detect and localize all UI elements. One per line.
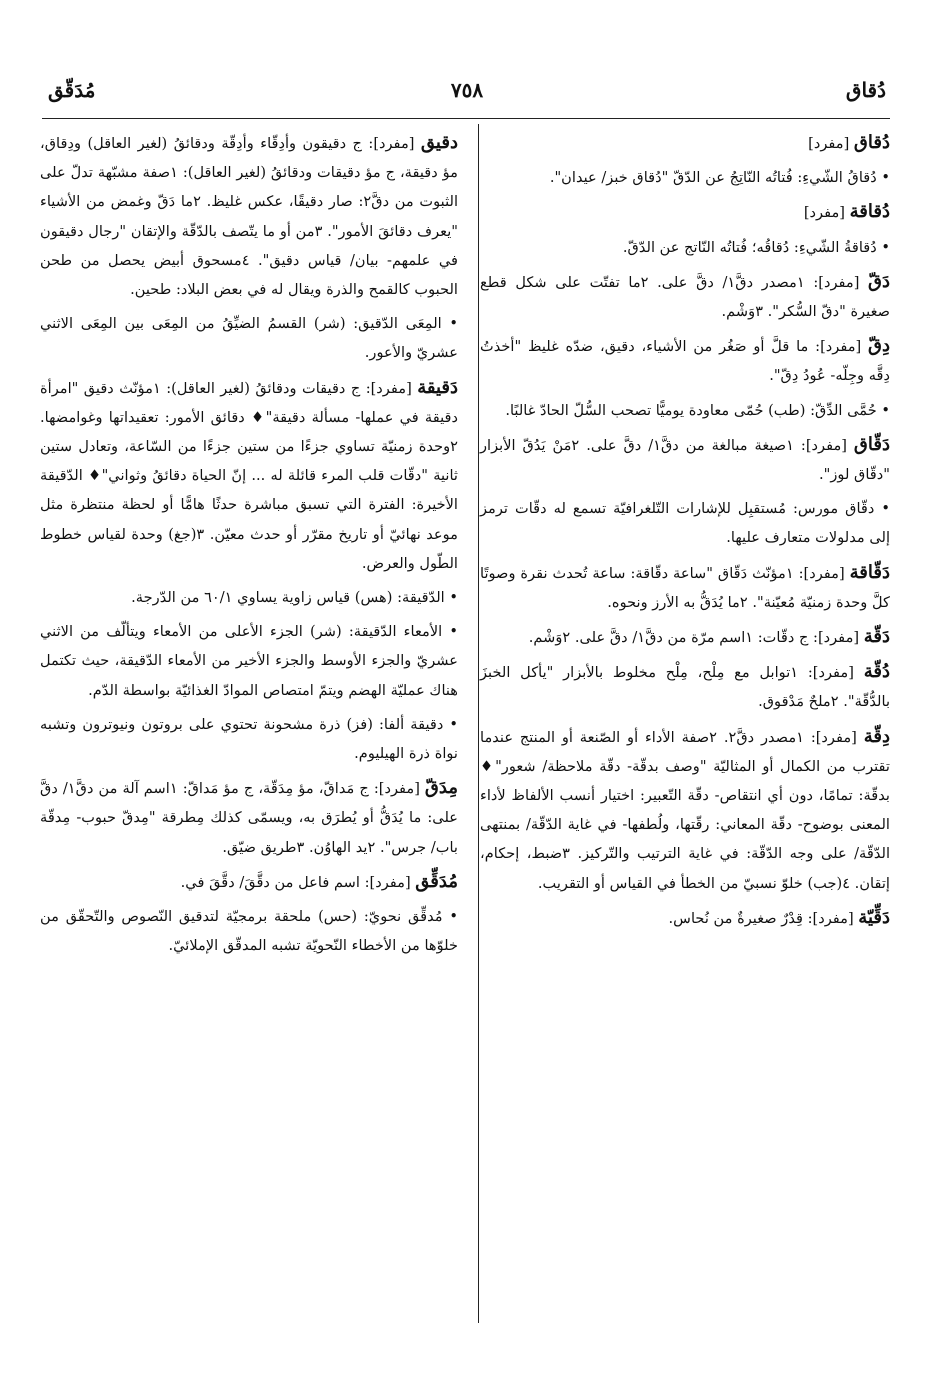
header-guide-word-first: دُقاق: [845, 78, 886, 102]
dictionary-entry: [480, 197, 890, 227]
entry-definition: [مفرد]: ج دقّات: ١اسم مرّة من دقَّ١/ دقَّ على. ٢وَشْم.: [528, 629, 864, 647]
dictionary-entry: [480, 657, 890, 716]
dictionary-entry: [480, 558, 890, 617]
page-header: [48, 78, 886, 118]
entry-definition: [مفرد]: ١مصدر دقَّ١/ دقَّ على. ٢ما تفتّت على شكل قطع صغيرة "دقّ السُّكر". ٣وَشْم.: [480, 273, 890, 321]
sub-entry: [40, 617, 458, 705]
dictionary-entry: [40, 773, 458, 862]
entry-definition: • دقيقة ألفا: (فز) ذرة مشحونة تحتوي على بروتون ونيوترون وتشبه نواة ذرة الهيليوم.: [40, 715, 458, 763]
entry-definition: [مفرد]: [803, 204, 850, 222]
sub-entry: [40, 583, 458, 612]
entry-headword: مِدَقّ: [424, 777, 458, 799]
dictionary-entry: [480, 430, 890, 489]
sub-entry: [40, 902, 458, 960]
entry-headword: دَقِّيّة: [858, 906, 890, 928]
entry-definition: [مفرد]: ج دقيقون وأدِقّاء وأدِقّة ودقائقُ (لغير العاقل) ودِقاق، مؤ دقيقة، ج مؤ دقيقات ودقائقُ (لغير العاقل): ١صفة مشبّهة تدلّ على الثبوت من دقَّ٢: صار دقيقًا، عكس غليظ. ٢ما دَقّ وغمض من الأشياء "يعرف دقائقَ الأمور". ٣من أو ما يتّصف بالدّقّة والإتقان "رجال دقيقون في علمهم- بيان/ قياس دقيق". ٤مسحوق أبيض يحصل من طحن الحبوب كالقمح والذرة ويقال له في بعض البلاد: طحين.: [40, 135, 458, 299]
header-rule: [42, 118, 890, 119]
page-number: ٧٥٨: [450, 78, 484, 102]
entry-headword: دِقّ: [868, 335, 890, 357]
sub-entry: [40, 309, 458, 367]
sub-entry: [480, 396, 890, 425]
entry-definition: [مفرد]: ١مصدر دقَّ٢. ٢صفة الأداء أو الصّنعة أو المنتج عندما تقترب من الكمال أو المثاليّة "وصف بدقّة- دقّة ملاحظة/ شعور"♦ بدقّة: تمامًا، دون أي انتقاص- دقّة التّعبير: اختيار أنسب الألفاظ لأداء المعنى بوضوح- دقّة المعاني: رقّتها، ولُطفها- في غاية الدّقّة/ بمنتهى الدّقّة/ على وجه الدّقّة: في غاية الترتيب والتّركيز. ٣ضبط، إحكام، إتقان. ٤(جب) خلوّ نسبيّ من الخطأ في القياس أو التقريب.: [480, 728, 890, 892]
entry-definition: • حُمَّى الدِّقّ: (طب) حُمّى معاودة يوميًّا تصحب السُّلّ الحادّ غالبًا.: [505, 401, 890, 419]
dictionary-entry: [480, 128, 890, 158]
entry-definition: • دُقاقُ الشّيءِ: فُتاتُه النّاتِجُ عن الدّقّ "دُقاق خبز/ عيدان".: [549, 169, 890, 187]
entry-definition: • دقّاق مورس: مُستقبِل للإشارات التّلغرافيّة تسمع له دقّات ترمز إلى مدلولات متعارف عليها.: [480, 500, 890, 547]
sub-entry: [480, 233, 890, 262]
sub-entry: [480, 163, 890, 192]
entry-headword: دِقّة: [863, 725, 890, 747]
entry-headword: دقيق: [420, 132, 458, 153]
right-column: [480, 128, 890, 938]
dictionary-entry: [480, 267, 890, 326]
entry-definition: [مفرد]: ١صيغة مبالغة من دقَّ١/ دقَّ على. ٢مَنْ يَدُقّ الأبزار "دقّاق لوز".: [480, 436, 890, 484]
entry-definition: • الأمعاء الدّقيقة: (شر) الجزء الأعلى من الأمعاء ويتألّف من الاثني عشريّ والجزء الأوسط والجزء الأخير من الأمعاء الدّقيقة، حيث تكتمل هناك عمليّة الهضم ويتمّ امتصاص الموادّ الغذائيّة بواسطة الدّم.: [40, 623, 458, 699]
entry-definition: • المِعَى الدّقيق: (شر) القسمُ الضيِّقُ من المِعَى بين المِعَى الاثني عشريّ والأعور.: [40, 315, 458, 362]
entry-definition: [مفرد]: قِدْرٌ صغيرةٌ من نُحاس.: [668, 909, 859, 927]
column-divider: [478, 124, 479, 1323]
dictionary-entry: [480, 722, 890, 898]
entry-definition: [مفرد]: اسم فاعل من دقَّقَ/ دقَّقَ في.: [180, 873, 416, 891]
entry-headword: مُدَقِّق: [415, 870, 458, 892]
entry-headword: دَقّاق: [853, 433, 890, 455]
dictionary-entry: [480, 622, 890, 652]
entry-headword: دَقّاقة: [849, 561, 890, 583]
dictionary-entry: [40, 867, 458, 897]
sub-entry: [480, 494, 890, 552]
dictionary-entry: [480, 903, 890, 933]
entry-headword: دُقاقة: [849, 201, 890, 223]
entry-headword: دُقّة: [863, 661, 890, 683]
left-column: [40, 128, 458, 965]
entry-definition: • مُدقِّق نحويّ: (حس) ملحقة برمجيّة لتدقيق النّصوص والتّحقّق من خلوّها من الأخطاء النّحويّة تشبه المدقّق الإملائيّ.: [40, 908, 458, 955]
entry-definition: [مفرد]: ١توابل مع مِلْح، مِلْح مخلوط بالأبزار "يأكل الخبزَ بالدُّقّة". ٢ملحٌ مَدْقوق.: [480, 664, 890, 711]
entry-definition: • الدّقيقة: (هس) قياس زاوية يساوي ٦٠/١ من الدّرجة.: [131, 589, 458, 607]
entry-definition: [مفرد]: ج مَداقّ، مؤ مِدَقّة، ج مؤ مَداقّ: ١اسم آلة من دقَّ١/ دقَّ على: ما يُدَقُّ أو يُطرَق به، ويسمّى كذلك مِطرقة "مِدقّ حبوب- مِدقّة باب/ جرس". ٢يد الهاوُن. ٣طريق ضيّق.: [40, 780, 458, 856]
entry-definition: [مفرد]: [808, 135, 854, 152]
dictionary-entry: [480, 331, 890, 390]
entry-definition: [مفرد]: ما قلَّ أو صَغُر من الأشياء، دقيق، ضدّه غليظ "أخذتُ دِقَّه وجِلّه- عُودُ دِقّ".: [480, 338, 890, 385]
entry-definition: [مفرد]: ١مؤنّث دَقّاق "ساعة دقّاقة: ساعة تُحدث نقرة وصوتًا كلَّ وحدة زمنيّة مُعيّنة". ٢ما يُدَقُّ به الأرز ونحوه.: [480, 564, 890, 611]
dictionary-entry: [40, 128, 458, 304]
entry-headword: دَقّة: [863, 626, 890, 648]
entry-headword: دُقاق: [853, 132, 890, 153]
entry-headword: دَقيقة: [417, 376, 458, 398]
dictionary-entry: [40, 373, 458, 578]
header-guide-word-last: مُدَقّق: [48, 78, 96, 102]
entry-headword: دَقّ: [868, 270, 890, 292]
sub-entry: [40, 710, 458, 768]
entry-definition: • دُقاقةُ الشّيءِ: دُقاقُه؛ فُتاتُه النّاتج عن الدّقّ.: [622, 238, 890, 256]
entry-definition: [مفرد]: ج دقيقات ودقائقُ (لغير العاقل): ١مؤنّث دقيق "امرأة دقيقة في عملها- مسألة دقيقة"♦ دقائق الأمور: تعقيداتها وغوامضها. ٢وحدة زمنيّة تساوي جزءًا من ستين جزءًا من السّاعة، وتعادل ستين ثانية "دقّات قلب المرء قائلة له ... إنّ الحياة دقائقُ وثواني"♦ الدّقيقة الأخيرة: الفترة التي تسبق مباشرة حدثًا هامًّا أو لحظة منتظرة مثل موعد نهائيّ أو تاريخ مقرّر أو حدث معيّن. ٣(جغ) وحدة لقياس خطوط الطّول والعرض.: [40, 379, 458, 572]
